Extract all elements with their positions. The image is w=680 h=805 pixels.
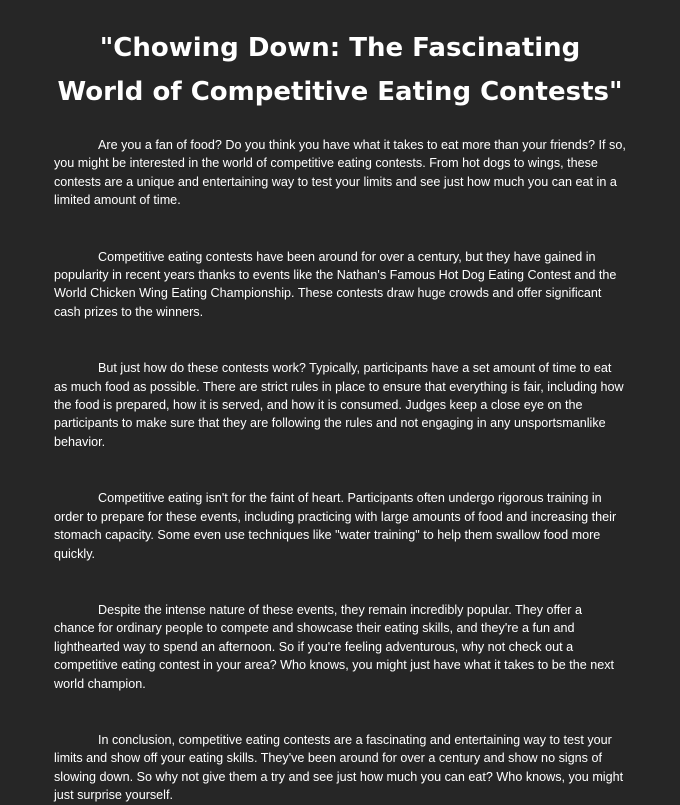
paragraph-6: In conclusion, competitive eating contests are a fascinating and entertaining way to test your limits and show off your eating skills. They've been around for over a century and show no signs of slowing down. So why not give them a try and see just how much you can eat? Who knows, you might just surprise yourself. <box>54 732 624 803</box>
paragraph-5: Despite the intense nature of these events, they remain incredibly popular. They offer a chance for ordinary people to compete and showcase their eating skills, and they're a fun and lighthearted way to spend an afternoon. So if you're feeling adventurous, why not check out a competitive eating contest in your area? Who knows, you might just have what it takes to be the next world champion. <box>54 602 615 691</box>
paragraph-3: But just how do these contests work? Typically, participants have a set amount of time to eat as much food as possible. There are strict rules in place to ensure that everything is fair, including how the food is prepared, how it is served, and how it is consumed. Judges keep a close eye on the participants to make sure that they are following the rules and not engaging in any unsportsmanlike behavior. <box>54 361 624 449</box>
document-title: "Chowing Down: The Fascinating World of Competitive Eating Contests" <box>57 33 623 107</box>
document-body <box>54 136 626 805</box>
paragraph-2: Competitive eating contests have been around for over a century, but they have gained in popularity in recent years thanks to events like the Nathan's Famous Hot Dog Eating Contest and the World Chicken Wing Eating Championship. These contests draw huge crowds and offer significant cash prizes to the winners. <box>54 249 617 319</box>
paragraph-4: Competitive eating isn't for the faint of heart. Participants often undergo rigorous training in order to prepare for these events, including practicing with large amounts of food and increasing their stomach capacity. Some even use techniques like "water training" to help them swallow food more quickly. <box>54 491 617 561</box>
paragraph-1: Are you a fan of food? Do you think you have what it takes to eat more than your friends? If so, you might be interested in the world of competitive eating contests. From hot dogs to wings, these contests are a unique and entertaining way to test your limits and see just how much you can eat in a limited amount of time. <box>54 138 626 208</box>
